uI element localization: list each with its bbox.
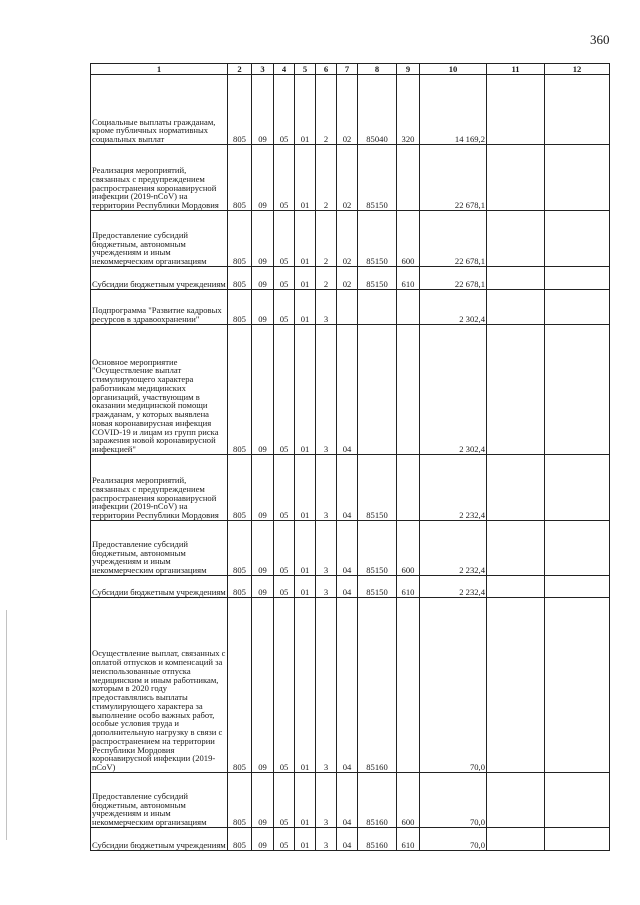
amount-cell: 70,0 — [420, 598, 487, 773]
admin-code-cell: 805 — [228, 75, 252, 145]
amount-2-cell — [487, 267, 545, 290]
amount-2-cell — [487, 521, 545, 576]
amount-2-cell — [487, 576, 545, 598]
table-row — [91, 598, 610, 773]
subprogram-cell: 3 — [316, 290, 337, 325]
expense-type-cell: 610 — [397, 828, 420, 851]
event-cell: 02 — [337, 75, 358, 145]
subsection-cell: 05 — [274, 211, 295, 267]
table-row — [91, 773, 610, 828]
table-row — [91, 267, 610, 290]
expense-type-cell: 600 — [397, 211, 420, 267]
direction-cell: 85150 — [358, 576, 397, 598]
admin-code-cell: 805 — [228, 828, 252, 851]
admin-code-cell: 805 — [228, 521, 252, 576]
table-row — [91, 828, 610, 851]
amount-3-cell — [545, 773, 610, 828]
table-row — [91, 75, 610, 145]
amount-3-cell — [545, 455, 610, 521]
section-cell: 09 — [252, 828, 274, 851]
event-cell: 02 — [337, 145, 358, 211]
admin-code-cell: 805 — [228, 211, 252, 267]
amount-2-cell — [487, 455, 545, 521]
direction-cell: 85150 — [358, 267, 397, 290]
row-name: Подпрограмма "Развитие кадровых ресурсов в здравоохранении" — [91, 290, 228, 325]
subprogram-cell: 3 — [316, 828, 337, 851]
subsection-cell: 05 — [274, 521, 295, 576]
subsection-cell: 05 — [274, 773, 295, 828]
subsection-cell: 05 — [274, 145, 295, 211]
subprogram-cell: 2 — [316, 75, 337, 145]
column-header-2: 2 — [228, 64, 252, 75]
program-cell: 01 — [295, 828, 316, 851]
program-cell: 01 — [295, 75, 316, 145]
row-name: Предоставление субсидий бюджетным, автономным учреждениям и иным некоммерческим организациям — [91, 211, 228, 267]
page-number: 360 — [590, 32, 610, 47]
subprogram-cell: 2 — [316, 211, 337, 267]
row-name: Субсидии бюджетным учреждениям — [91, 828, 228, 851]
column-header-7: 7 — [337, 64, 358, 75]
subsection-cell: 05 — [274, 598, 295, 773]
event-cell: 04 — [337, 325, 358, 455]
section-cell: 09 — [252, 598, 274, 773]
program-cell: 01 — [295, 773, 316, 828]
amount-cell: 22 678,1 — [420, 211, 487, 267]
event-cell: 04 — [337, 455, 358, 521]
event-cell: 04 — [337, 521, 358, 576]
section-cell: 09 — [252, 773, 274, 828]
column-header-8: 8 — [358, 64, 397, 75]
column-header-3: 3 — [252, 64, 274, 75]
subprogram-cell: 3 — [316, 598, 337, 773]
direction-cell: 85160 — [358, 598, 397, 773]
table-row — [91, 211, 610, 267]
amount-cell: 14 169,2 — [420, 75, 487, 145]
row-name: Предоставление субсидий бюджетным, автономным учреждениям и иным некоммерческим организациям — [91, 521, 228, 576]
program-cell: 01 — [295, 145, 316, 211]
admin-code-cell: 805 — [228, 290, 252, 325]
amount-cell: 2 302,4 — [420, 325, 487, 455]
section-cell: 09 — [252, 290, 274, 325]
column-header-10: 10 — [420, 64, 487, 75]
column-header-6: 6 — [316, 64, 337, 75]
table-row — [91, 521, 610, 576]
amount-3-cell — [545, 267, 610, 290]
table-body — [91, 75, 610, 851]
program-cell: 01 — [295, 598, 316, 773]
event-cell: 02 — [337, 211, 358, 267]
expense-type-cell: 600 — [397, 521, 420, 576]
admin-code-cell: 805 — [228, 455, 252, 521]
amount-3-cell — [545, 828, 610, 851]
expense-type-cell — [397, 455, 420, 521]
amount-cell: 2 302,4 — [420, 290, 487, 325]
admin-code-cell: 805 — [228, 325, 252, 455]
event-cell — [337, 290, 358, 325]
amount-cell: 2 232,4 — [420, 521, 487, 576]
program-cell: 01 — [295, 267, 316, 290]
column-header-1: 1 — [91, 64, 228, 75]
row-name: Основное мероприятие "Осуществление выплат стимулирующего характера работникам медицинских организаций, участвующим в оказании медицинской помощи гражданам, у которых выявлена новая коронавирусная инфекция COVID-19 и лицам из групп риска заражения новой коронавирусной инфекцией" — [91, 325, 228, 455]
expense-type-cell: 610 — [397, 267, 420, 290]
admin-code-cell: 805 — [228, 773, 252, 828]
amount-cell: 22 678,1 — [420, 145, 487, 211]
program-cell: 01 — [295, 455, 316, 521]
row-name: Реализация мероприятий, связанных с предупреждением распространения коронавирусной инфекции (2019-nCoV) на территории Республики Мордовия — [91, 145, 228, 211]
expense-type-cell — [397, 145, 420, 211]
amount-2-cell — [487, 325, 545, 455]
budget-table — [90, 63, 610, 851]
column-header-9: 9 — [397, 64, 420, 75]
direction-cell: 85150 — [358, 521, 397, 576]
event-cell: 04 — [337, 773, 358, 828]
scan-edge-mark — [6, 610, 10, 840]
admin-code-cell: 805 — [228, 598, 252, 773]
admin-code-cell: 805 — [228, 145, 252, 211]
amount-2-cell — [487, 290, 545, 325]
admin-code-cell: 805 — [228, 576, 252, 598]
amount-3-cell — [545, 211, 610, 267]
program-cell: 01 — [295, 211, 316, 267]
subprogram-cell: 3 — [316, 521, 337, 576]
amount-3-cell — [545, 75, 610, 145]
program-cell: 01 — [295, 576, 316, 598]
admin-code-cell: 805 — [228, 267, 252, 290]
subprogram-cell: 3 — [316, 455, 337, 521]
expense-type-cell: 320 — [397, 75, 420, 145]
subsection-cell: 05 — [274, 325, 295, 455]
program-cell: 01 — [295, 521, 316, 576]
subprogram-cell: 3 — [316, 773, 337, 828]
row-name: Субсидии бюджетным учреждениям — [91, 267, 228, 290]
amount-3-cell — [545, 290, 610, 325]
amount-3-cell — [545, 576, 610, 598]
column-header-4: 4 — [274, 64, 295, 75]
direction-cell: 85040 — [358, 75, 397, 145]
row-name: Реализация мероприятий, связанных с предупреждением распространения коронавирусной инфекции (2019-nCoV) на территории Республики Мордовия — [91, 455, 228, 521]
expense-type-cell — [397, 598, 420, 773]
amount-2-cell — [487, 211, 545, 267]
amount-2-cell — [487, 828, 545, 851]
amount-2-cell — [487, 773, 545, 828]
table-row — [91, 290, 610, 325]
amount-3-cell — [545, 598, 610, 773]
row-name: Предоставление субсидий бюджетным, автономным учреждениям и иным некоммерческим организациям — [91, 773, 228, 828]
section-cell: 09 — [252, 267, 274, 290]
direction-cell: 85160 — [358, 828, 397, 851]
amount-cell: 2 232,4 — [420, 455, 487, 521]
expense-type-cell: 600 — [397, 773, 420, 828]
subprogram-cell: 2 — [316, 145, 337, 211]
subsection-cell: 05 — [274, 75, 295, 145]
row-name: Субсидии бюджетным учреждениям — [91, 576, 228, 598]
program-cell: 01 — [295, 325, 316, 455]
event-cell: 02 — [337, 267, 358, 290]
amount-2-cell — [487, 75, 545, 145]
direction-cell — [358, 325, 397, 455]
amount-cell: 2 232,4 — [420, 576, 487, 598]
amount-3-cell — [545, 145, 610, 211]
direction-cell: 85150 — [358, 145, 397, 211]
program-cell: 01 — [295, 290, 316, 325]
amount-3-cell — [545, 521, 610, 576]
section-cell: 09 — [252, 455, 274, 521]
expense-type-cell: 610 — [397, 576, 420, 598]
expense-type-cell — [397, 325, 420, 455]
subprogram-cell: 3 — [316, 576, 337, 598]
column-header-5: 5 — [295, 64, 316, 75]
column-header-11: 11 — [487, 64, 545, 75]
amount-cell: 70,0 — [420, 828, 487, 851]
direction-cell — [358, 290, 397, 325]
section-cell: 09 — [252, 576, 274, 598]
row-name: Осуществление выплат, связанных с оплатой отпусков и компенсаций за неиспользованные отпуска медицинским и иным работникам, которым в 2020 году предоставлялись выплаты стимулирующего характера за выполнение особо важных работ, особые условия труда и дополнительную нагрузку в связи с распространением на территории Республики Мордовия коронавирусной инфекции (2019-nCoV) — [91, 598, 228, 773]
section-cell: 09 — [252, 75, 274, 145]
header-row — [91, 64, 610, 75]
table-row — [91, 576, 610, 598]
subprogram-cell: 3 — [316, 325, 337, 455]
table-row — [91, 455, 610, 521]
event-cell: 04 — [337, 598, 358, 773]
subsection-cell: 05 — [274, 576, 295, 598]
amount-cell: 70,0 — [420, 773, 487, 828]
section-cell: 09 — [252, 325, 274, 455]
table-row — [91, 145, 610, 211]
table-header — [91, 64, 610, 75]
subsection-cell: 05 — [274, 267, 295, 290]
event-cell: 04 — [337, 828, 358, 851]
event-cell: 04 — [337, 576, 358, 598]
column-header-12: 12 — [545, 64, 610, 75]
subsection-cell: 05 — [274, 455, 295, 521]
amount-2-cell — [487, 598, 545, 773]
section-cell: 09 — [252, 521, 274, 576]
row-name: Социальные выплаты гражданам, кроме публичных нормативных социальных выплат — [91, 75, 228, 145]
direction-cell: 85160 — [358, 773, 397, 828]
subsection-cell: 05 — [274, 828, 295, 851]
table-row — [91, 325, 610, 455]
expense-type-cell — [397, 290, 420, 325]
section-cell: 09 — [252, 211, 274, 267]
amount-3-cell — [545, 325, 610, 455]
direction-cell: 85150 — [358, 455, 397, 521]
amount-2-cell — [487, 145, 545, 211]
subsection-cell: 05 — [274, 290, 295, 325]
section-cell: 09 — [252, 145, 274, 211]
subprogram-cell: 2 — [316, 267, 337, 290]
direction-cell: 85150 — [358, 211, 397, 267]
amount-cell: 22 678,1 — [420, 267, 487, 290]
